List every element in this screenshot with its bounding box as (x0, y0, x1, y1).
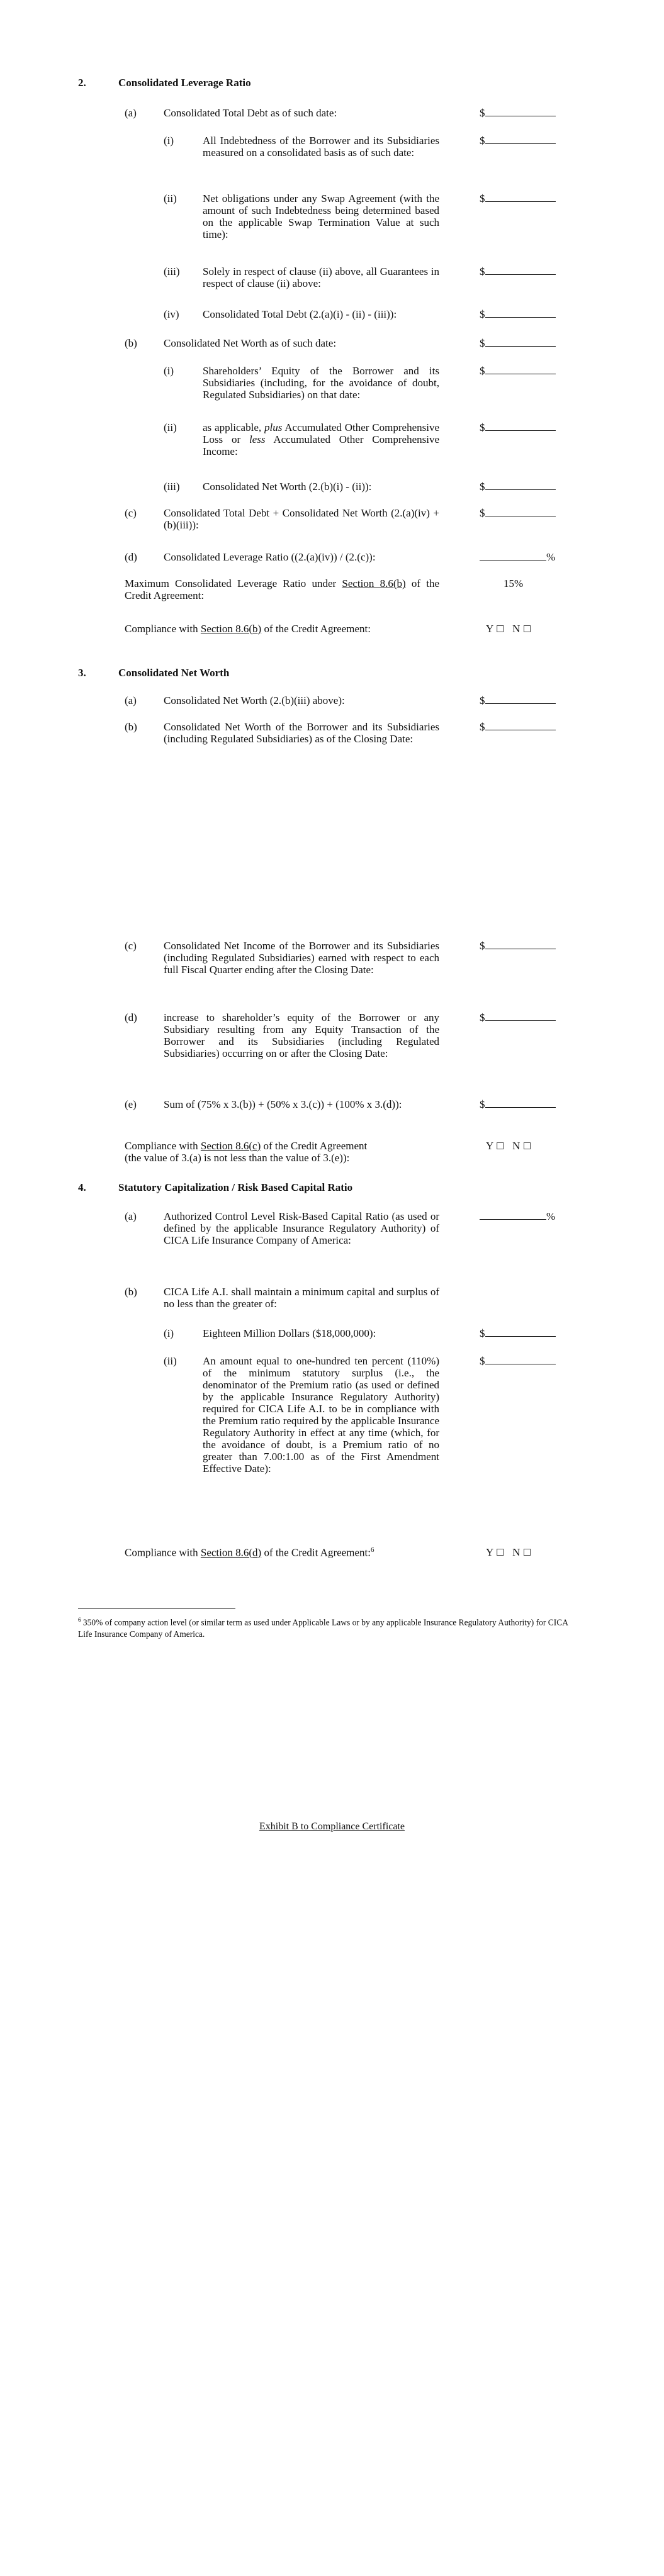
footnote-divider (78, 1608, 235, 1609)
compliance-2-text: Compliance with Section 8.6(b) of the Credit Agreement: (125, 623, 371, 635)
amount-field-2aiii: $ (480, 265, 556, 278)
item-2ai-text: All Indebtedness of the Borrower and its Subsidiaries measured on a consolidated basis as of such date: (203, 135, 439, 159)
footnote-6: $^6$ 350% of company action level (or similar term as used under Applicable Laws or by any applicable Insurance Regulatory Authority) for CICA Life Insurance Company of America. (78, 1617, 568, 1639)
amount-field-3e: $ (480, 1098, 556, 1111)
item-2a-text: Consolidated Total Debt as of such date: (164, 107, 337, 119)
item-2d-letter: (d) (125, 551, 137, 563)
item-2b-letter: (b) (125, 337, 137, 349)
section-2-number: 2. (78, 77, 86, 89)
item-3e-text: Sum of (75% x 3.(b)) + (50% x 3.(c)) + (100% x 3.(d)): (164, 1098, 402, 1110)
item-3e-letter: (e) (125, 1098, 137, 1110)
amount-field-2ai: $ (480, 135, 556, 147)
compliance-4-yes-no[interactable]: Y ☐ N ☐ (486, 1546, 532, 1558)
section-4-number: 4. (78, 1181, 86, 1193)
amount-field-4bi: $ (480, 1327, 556, 1340)
amount-field-2c: $ (480, 507, 556, 520)
amount-field-3d: $ (480, 1012, 556, 1024)
max-leverage-ratio-value: 15% (504, 577, 524, 589)
item-3d-letter: (d) (125, 1012, 137, 1023)
amount-field-3a: $ (480, 694, 556, 707)
item-2biii-number: (iii) (164, 481, 180, 493)
item-4bi-number: (i) (164, 1327, 174, 1339)
page-footer: Exhibit B to Compliance Certificate (259, 1821, 405, 1832)
item-3d-text: increase to shareholder’s equity of the Borrower or any Subsidiary resulting from any Equity Transaction of the Borrower and its Subsidiaries (including Regulated Subsidiaries) occurring on or after the Closing Date: (164, 1012, 439, 1059)
item-3a-text: Consolidated Net Worth (2.(b)(iii) above): (164, 694, 345, 706)
item-3b-text: Consolidated Net Worth of the Borrower and its Subsidiaries (including Regulated Subsidiaries) as of the Closing Date: (164, 721, 439, 745)
item-4bii-text: An amount equal to one-hundred ten percent (110%) of the minimum statutory surplus (i.e., the denominator of the Premium ratio (as used or defined by the applicable Insurance Regulatory Authority) required for CICA Life A.I. to be in compliance with the Premium ratio required by the applicable Insurance Regulatory Authority in effect at any time (which, for the avoidance of doubt, is a Premium ratio of no greater than 7.00:1.00 as of the First Amendment Effective Date): (203, 1355, 439, 1475)
item-2aii-number: (ii) (164, 192, 177, 204)
item-2c-text: Consolidated Total Debt + Consolidated Net Worth (2.(a)(iv) + (b)(iii)): (164, 507, 439, 531)
item-2ai-number: (i) (164, 135, 174, 147)
amount-field-2b: $ (480, 337, 556, 350)
compliance-3-yes-no[interactable]: Y ☐ N ☐ (486, 1140, 532, 1152)
section-4-title: Statutory Capitalization / Risk Based Capital Ratio (118, 1181, 353, 1193)
amount-field-2bi: $ (480, 365, 556, 377)
item-4bi-text: Eighteen Million Dollars ($18,000,000): (203, 1327, 376, 1339)
section-3-number: 3. (78, 667, 86, 679)
item-3b-letter: (b) (125, 721, 137, 733)
amount-field-2aiv: $ (480, 308, 556, 321)
item-3c-text: Consolidated Net Income of the Borrower and its Subsidiaries (including Regulated Subsidiaries) earned with respect to each full Fiscal Quarter ending after the Closing Date: (164, 940, 439, 976)
amount-field-2biii: $ (480, 481, 556, 493)
item-4bii-number: (ii) (164, 1355, 177, 1367)
amount-field-4bii: $ (480, 1355, 556, 1368)
item-2bii-text: as applicable, plus Accumulated Other Comprehensive Loss or less Accumulated Other Comprehensive Income: (203, 421, 440, 457)
item-2aiv-text: Consolidated Total Debt (2.(a)(i) - (ii) - (iii)): (203, 308, 397, 320)
compliance-2-yes-no[interactable]: Y ☐ N ☐ (486, 623, 532, 635)
item-2b-text: Consolidated Net Worth as of such date: (164, 337, 337, 349)
item-2aiii-text: Solely in respect of clause (ii) above, all Guarantees in respect of clause (ii) above: (203, 265, 439, 289)
item-2aiv-number: (iv) (164, 308, 179, 320)
section-3-title: Consolidated Net Worth (118, 667, 230, 679)
footnote-reference: 6 (370, 1546, 374, 1554)
item-2aiii-number: (iii) (164, 265, 180, 277)
item-2bi-number: (i) (164, 365, 174, 377)
item-2a-letter: (a) (125, 107, 137, 119)
ratio-field-2d: % (480, 551, 555, 564)
item-4b-text: CICA Life A.I. shall maintain a minimum capital and surplus of no less than the greater of: (164, 1286, 439, 1310)
item-2d-text: Consolidated Leverage Ratio ((2.(a)(iv)) / (2.(c)): (164, 551, 376, 563)
ratio-field-4a: % (480, 1210, 555, 1223)
amount-field-2aii: $ (480, 192, 556, 205)
item-2aii-text: Net obligations under any Swap Agreement (with the amount of such Indebtedness being determined based on the applicable Swap Termination Value at such time): (203, 192, 439, 240)
item-4a-text: Authorized Control Level Risk-Based Capital Ratio (as used or defined by the applicable Insurance Regulatory Authority) of CICA Life Insurance Company of America: (164, 1210, 439, 1246)
item-2bi-text: Shareholders’ Equity of the Borrower and its Subsidiaries (including, for the avoidance of doubt, Regulated Subsidiaries) on that date: (203, 365, 439, 401)
item-2bii-number: (ii) (164, 421, 177, 433)
amount-field-2a: $ (480, 107, 556, 120)
item-3c-letter: (c) (125, 940, 137, 952)
amount-field-3c: $ (480, 940, 556, 952)
amount-field-2bii: $ (480, 421, 556, 434)
item-2biii-text: Consolidated Net Worth (2.(b)(i) - (ii)): (203, 481, 372, 493)
section-2-title: Consolidated Leverage Ratio (118, 77, 251, 89)
compliance-3-text: Compliance with Section 8.6(c) of the Credit Agreement (the value of 3.(a) is not less than the value of 3.(e)): (125, 1140, 368, 1164)
compliance-4-text: Compliance with Section 8.6(d) of the Credit Agreement:$^6$ (125, 1546, 374, 1559)
item-3a-letter: (a) (125, 694, 137, 706)
item-4b-letter: (b) (125, 1286, 137, 1298)
item-4a-letter: (a) (125, 1210, 137, 1222)
max-leverage-ratio-text: Maximum Consolidated Leverage Ratio under Section 8.6(b) of the Credit Agreement: (125, 577, 440, 601)
item-2c-letter: (c) (125, 507, 137, 519)
amount-field-3b: $ (480, 721, 556, 733)
